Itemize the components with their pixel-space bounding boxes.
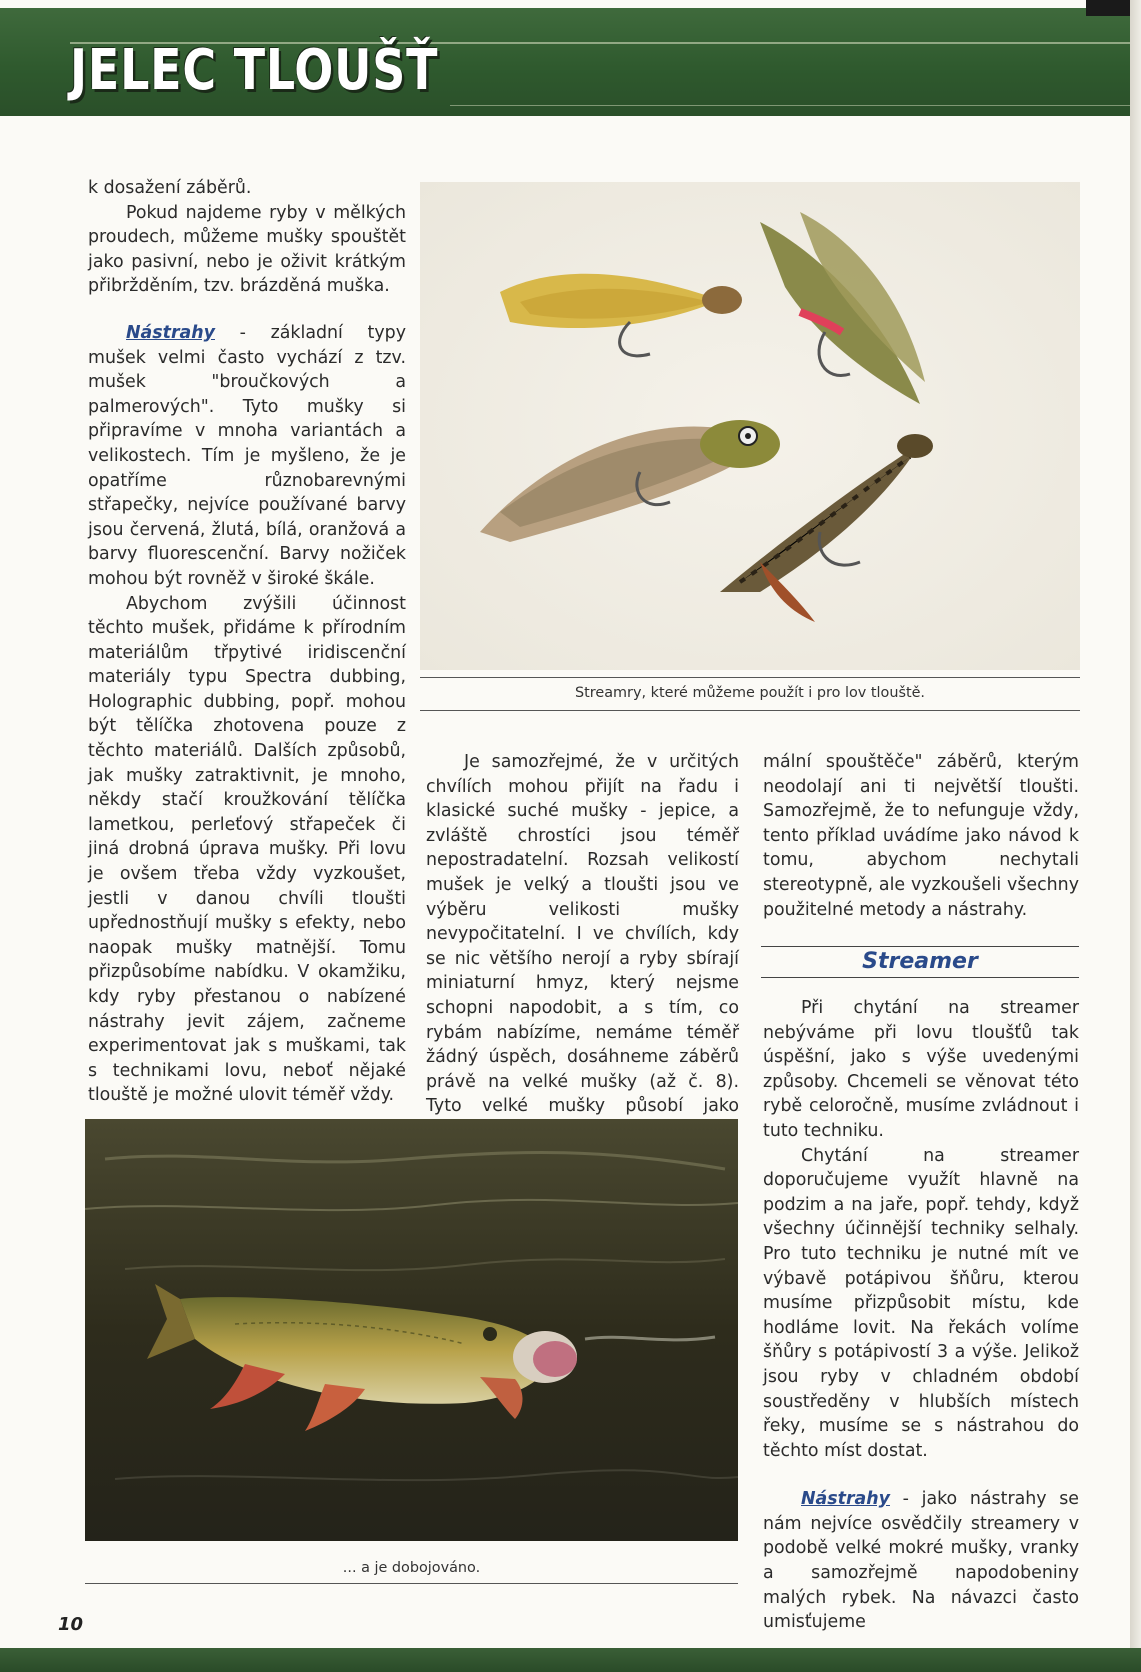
paragraph: Chytání na streamer doporučujeme využít hlavně na podzim a na jaře, popř. tehdy, když všechny účinnější techniky selhaly. Pro tuto techniku je nutné mít ve výbavě potápivou šňůru, kterou musíme přizpůsobit místu, kde hodláme lovit. Na řekách volíme šňůry s potápivostí 3 a výše. Jelikož jsou ryby v chladném období soustředěny v hlubších místech řeky, musíme se s nástrahou do těchto míst dostat. xyxy=(763,1145,1079,1461)
corner-mark xyxy=(1086,0,1130,16)
olive-streamer-icon xyxy=(760,212,925,404)
chub-in-water-illustration xyxy=(85,1119,738,1541)
flies-caption: Streamry, které můžeme použít i pro lov tlouště. xyxy=(574,685,926,701)
header-banner xyxy=(0,8,1130,116)
paragraph: Při chytání na streamer nebýváme při lovu tloušťů tak úspěšní, jako s výše uvedenými způsoby. Chcemeli se věnovat této rybě celoročně, musíme zvládnout i tuto techniku. xyxy=(763,998,1079,1141)
paragraph: Pokud najdeme ryby v mělkých proudech, můžeme mušky spouštět jako pasivní, nebo je oživit krátkým přibržděním, tzv. brázděná muška. xyxy=(88,202,406,297)
keyword-nastrahy: Nástrahy xyxy=(801,1489,890,1510)
streamer-flies-illustration xyxy=(420,182,1080,670)
fish-caption: ... a je dobojováno. xyxy=(342,1560,481,1576)
yellow-streamer-icon xyxy=(500,274,742,356)
text-column-3 xyxy=(763,750,1079,922)
paragraph-text: - jako nástrahy se nám nejvíce osvědčily streamery v podobě velké mokré mušky, vranky a samozřejmě napodobeniny malých rybek. Na návazci často umisťujeme xyxy=(763,1489,1079,1633)
paragraph-text: - základní typy mušek velmi často vychází z tzv. mušek "broučkových a palmerových". Tyto mušky si připravíme v mnoha variantách a velikostech. Tím je myšleno, že je opatříme různobarevnými střapečky, nejvíce používané barvy jsou červená, žlutá, bílá, oranžová a barvy fluorescenční. Barvy nožiček mohou být rovněž v široké škále. xyxy=(88,322,406,589)
keyword-nastrahy: Nástrahy xyxy=(126,322,215,343)
paragraph xyxy=(763,1487,1079,1635)
paragraph: Abychom zvýšili účinnost těchto mušek, přidáme k přírodním materiálům třpytivé iridiscenční materiály typu Spectra dubbing, Holographic dubbing, popř. mohou být tělíčka zhotovena pouze z těchto materiálů. Dalších způsobů, jak mušky zatraktivnit, je mnoho, někdy stačí kroužkování tělíčka lametkou, perleťový střapeček či jiná drobná úprava mušky. Při lovu je ovšem třeba vždy vyzkoušet, jestli v danou chvíli tloušti upřednostňují mušky s efekty, nebo naopak mušky matnější. Tomu přizpůsobíme nabídku. V okamžiku, kdy ryby přestanou o nabízené nástrahy jevit zájem, začneme experimentovat jak s muškami, tak s technikami lovu, neboť nějaké tlouště je možné ulovit téměř vždy. xyxy=(88,593,406,1106)
header-rule-lower xyxy=(450,105,1130,106)
text-column-2 xyxy=(426,750,739,1144)
section-heading xyxy=(761,946,1079,978)
text-column-1 xyxy=(88,176,406,1108)
caption-rule-top xyxy=(420,677,1080,678)
flies-photo xyxy=(420,182,1080,670)
paragraph: k dosažení záběrů. xyxy=(88,178,252,198)
paragraph: Je samozřejmé, že v určitých chvílích mohou přijít na řadu i klasické suché mušky - jepice, a zvláště chrostíci jsou téměř nepostradatelní. Rozsah velikostí mušek je velký a tloušti jsou ve výběru velikosti mušky nevypočitatelní. I ve chvílích, kdy se nic většího nerojí a ryby sbírají miniaturní hmyz, který nejsme schopni napodobit, a s tím, co rybám nabízíme, nemáme téměř žádný úspěch, dosáhneme záběrů právě na velké mušky (až č. 8). Tyto velké mušky působí jako xyxy=(426,752,739,1117)
page-number: 10 xyxy=(58,1614,84,1635)
chub-photo xyxy=(85,1119,738,1541)
caption-rule-bottom xyxy=(85,1583,738,1584)
page-edge xyxy=(1130,0,1141,1672)
footer-bar xyxy=(0,1648,1141,1672)
text-column-3-lower xyxy=(763,996,1079,1635)
paragraph: mální spouštěče" záběrů, kterým neodolají ani ti největší tloušti. Samozřejmě, že to nefunguje vždy, tento příklad uvádíme jako návod k tomu, abychom nechytali stereotypně, ale vyzkoušeli všechny použitelné metody a nástrahy. xyxy=(763,752,1079,920)
page-title: JELEC TLOUŠŤ xyxy=(70,38,439,103)
caption-rule-bottom xyxy=(420,710,1080,711)
section-heading-text: Streamer xyxy=(862,949,978,974)
paragraph xyxy=(88,321,406,592)
sculpin-streamer-icon xyxy=(480,420,780,542)
